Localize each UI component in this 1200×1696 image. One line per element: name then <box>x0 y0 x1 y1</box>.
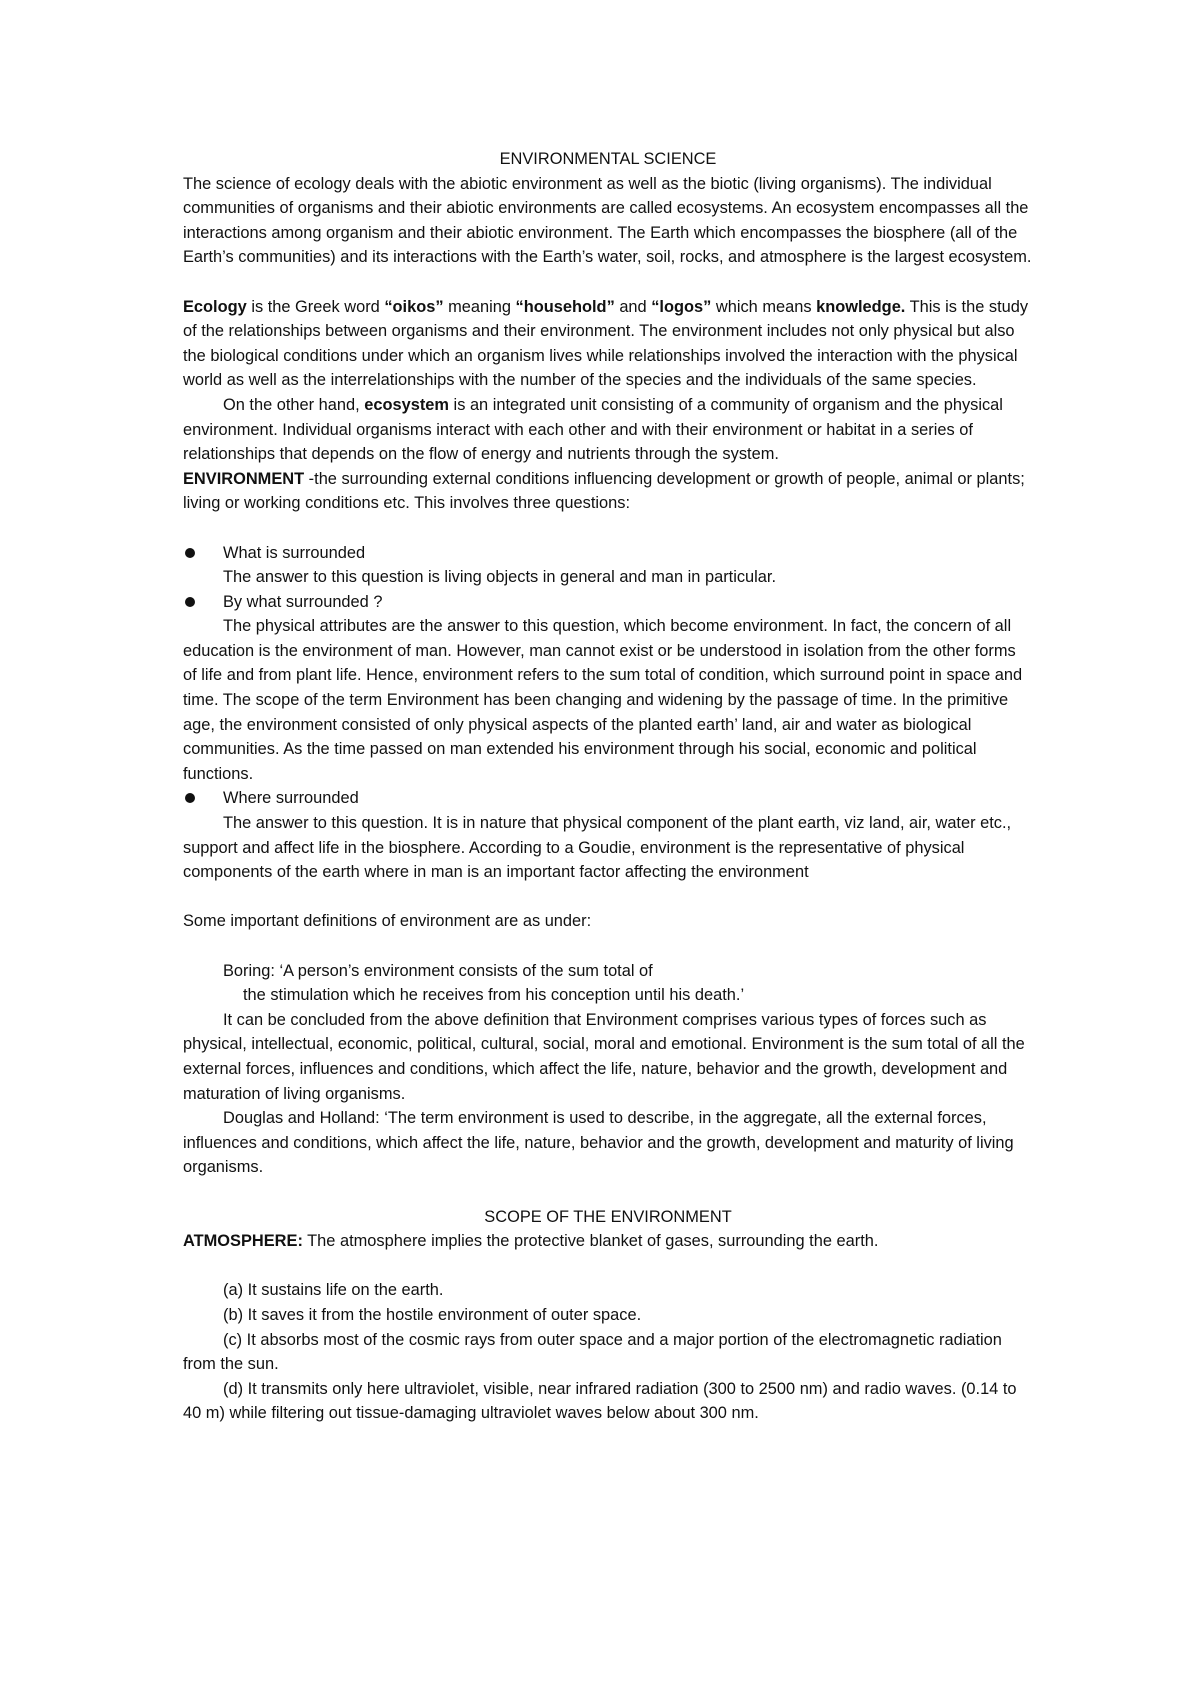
scope-heading: SCOPE OF THE ENVIRONMENT <box>484 1207 732 1226</box>
spacer <box>183 270 1033 295</box>
atmosphere-item-b: (b) It saves it from the hostile environment of outer space. <box>223 1305 642 1324</box>
atmosphere-item-d: (d) It transmits only here ultraviolet, visible, near infrared radiation (300 to 2500 nm) and radio waves. (0.14 to 40 m) while filtering out tissue-damaging ultraviolet waves below about 300 nm. <box>183 1379 1017 1423</box>
logos-term: “logos” <box>651 297 712 316</box>
question-2-label: By what surrounded ? <box>223 592 383 611</box>
question-1-answer: The answer to this question is living objects in general and man in particular. <box>223 568 777 587</box>
ecology-text-5: This is the study of the relationships between organisms and their environment. The environment includes not only physical but also the biological conditions under which an organism lives while relationships involved the interaction with the physical world as well as the interrelationships with the number of the species and the individuals of the same species. <box>183 297 1029 390</box>
douglas-holland-definition: Douglas and Holland: ‘The term environment is used to describe, in the aggregate, all the external forces, influences and conditions, which affect the life, nature, behavior and the growth, development and maturity of living organisms. <box>183 1109 1014 1177</box>
intro-paragraph: The science of ecology deals with the abiotic environment as well as the biotic (living organisms). The individual communities of organisms and their abiotic environments are called ecosystems. An ecosystem encompasses all the interactions among organism and their abiotic environment. The Earth which encompasses the biosphere (all of the Earth’s communities) and its interactions with the Earth’s water, soil, rocks, and atmosphere is the largest ecosystem. <box>183 174 1032 267</box>
knowledge-term: knowledge. <box>816 297 906 316</box>
boring-definition-line-1: Boring: ‘A person’s environment consists of the sum total of <box>223 961 653 980</box>
question-3-label: Where surrounded <box>223 789 359 808</box>
atmosphere-item-c: (c) It absorbs most of the cosmic rays from outer space and a major portion of the electromagnetic radiation from the sun. <box>183 1330 1002 1374</box>
atmosphere-paragraph <box>183 1229 1033 1254</box>
ecosystem-text-2: is an integrated unit consisting of a community of organism and the physical environment. Individual organisms interact with each other and with their environment or habitat in a series of relationships that depends on the flow of energy and nutrients through the system. <box>183 395 1003 464</box>
ecosystem-term: ecosystem <box>364 395 449 414</box>
bullet-icon <box>185 548 195 558</box>
bullet-icon <box>185 597 195 607</box>
spacer <box>183 1180 1033 1205</box>
spacer <box>183 885 1033 910</box>
spacer <box>183 516 1033 541</box>
spacer <box>183 934 1033 959</box>
definitions-intro: Some important definitions of environment are as under: <box>183 912 592 931</box>
atmosphere-term: ATMOSPHERE: <box>183 1232 303 1251</box>
question-2-title <box>183 590 1033 615</box>
question-1-label: What is surrounded <box>223 543 366 562</box>
question-2-answer: The physical attributes are the answer to this question, which become environment. In fact, the concern of all education is the environment of man. However, man cannot exist or be understood in isolation from the other forms of life and from plant life. Hence, environment refers to the sum total of condition, which surround point in space and time. The scope of the term Environment has been changing and widening by the passage of time. In the primitive age, the environment consisted of only physical aspects of the planted earth’ land, air and water as biological communities. As the time passed on man extended his environment through his social, economic and political functions. <box>183 617 1023 783</box>
ecology-text-2: meaning <box>443 297 516 316</box>
ecology-term: Ecology <box>183 297 247 316</box>
document-page <box>183 147 1033 1426</box>
boring-definition-line-2: the stimulation which he receives from his conception until his death.’ <box>243 986 745 1005</box>
ecosystem-text-1: On the other hand, <box>223 395 365 414</box>
conclusion-paragraph: It can be concluded from the above definition that Environment comprises various types of forces such as physical, intellectual, economic, political, cultural, social, moral and emotional. Environment is the sum total of all the external forces, influences and conditions, which affect the life, nature, behavior and the growth, development and maturation of living organisms. <box>183 1010 1025 1103</box>
ecology-text-1: is the Greek word <box>246 297 385 316</box>
atmosphere-item-a: (a) It sustains life on the earth. <box>223 1281 444 1300</box>
bullet-icon <box>185 793 195 803</box>
question-3-answer: The answer to this question. It is in nature that physical component of the plant earth, viz land, air, water etc., support and affect life in the biosphere. According to a Goudie, environment is the representative of physical components of the earth where in man is an important factor affecting the environment <box>183 814 1012 882</box>
environment-text: -the surrounding external conditions influencing development or growth of people, animal or plants; living or working conditions etc. This involves three questions: <box>183 469 1025 513</box>
ecosystem-paragraph <box>183 393 1033 467</box>
atmosphere-text: The atmosphere implies the protective blanket of gases, surrounding the earth. <box>302 1232 879 1251</box>
ecology-text-4: which means <box>711 297 817 316</box>
ecology-paragraph <box>183 295 1033 393</box>
question-3-title <box>183 786 1033 811</box>
question-1-title <box>183 541 1033 566</box>
household-term: “household” <box>515 297 615 316</box>
spacer <box>183 1254 1033 1279</box>
oikos-term: “oikos” <box>384 297 444 316</box>
ecology-text-3: and <box>614 297 652 316</box>
document-title: ENVIRONMENTAL SCIENCE <box>499 150 717 168</box>
environment-paragraph <box>183 467 1033 516</box>
environment-term: ENVIRONMENT <box>183 469 305 488</box>
